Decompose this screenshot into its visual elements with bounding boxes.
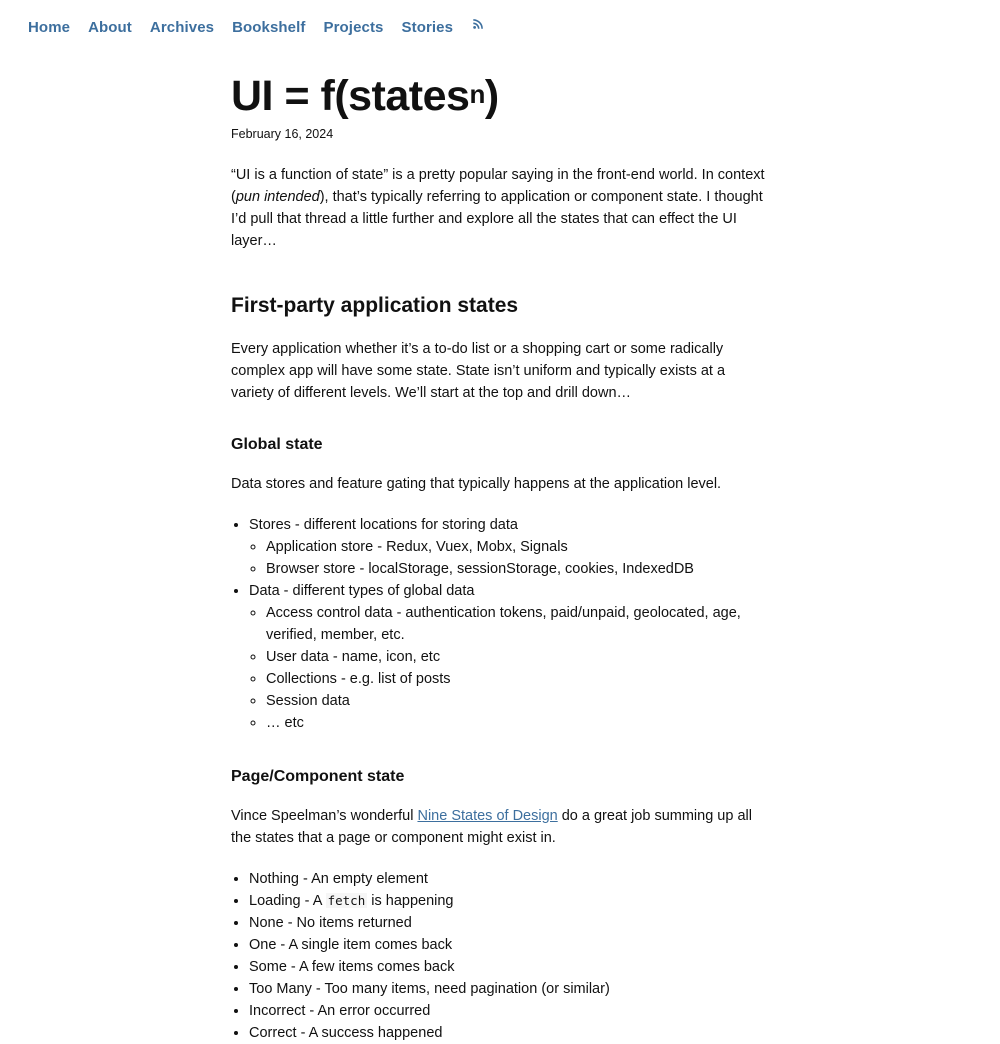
stores-sublist <box>249 536 771 580</box>
site-nav <box>28 19 485 36</box>
list-item: • One - A single item comes back <box>249 934 771 956</box>
list-item: ◦ Session data <box>266 690 771 712</box>
fetch-code: fetch <box>327 893 366 908</box>
section-heading-first-party: First-party application states <box>231 294 519 317</box>
title-text: UI = f(states <box>231 72 470 120</box>
nav-projects[interactable]: Projects <box>323 19 384 36</box>
loading-text-1: Loading - A <box>249 893 326 909</box>
list-item: • None - No items returned <box>249 912 771 934</box>
intro-text-2: ), that’s typically referring to application or component state. I thought I’d pull that thread a little further and explore all the states that can effect the UI layer… <box>231 189 763 249</box>
subheading-page-component-state: Page/Component state <box>231 768 405 785</box>
list-item: ◦ Application store - Redux, Vuex, Mobx, Signals <box>266 536 771 558</box>
post-date: February 16, 2024 <box>231 127 334 141</box>
loading-text-2: is happening <box>367 893 454 909</box>
list-item: ◦ Browser store - localStorage, sessionStorage, cookies, IndexedDB <box>266 558 771 580</box>
title-close: ) <box>484 72 499 120</box>
data-label: Data - different types of global data <box>249 583 475 599</box>
list-item: ◦ User data - name, icon, etc <box>266 646 771 668</box>
global-state-list <box>231 514 771 734</box>
stores-label: Stores - different locations for storing data <box>249 517 518 533</box>
rss-icon[interactable] <box>473 19 485 31</box>
list-item <box>249 580 771 734</box>
page-title <box>231 70 771 122</box>
nav-stories[interactable]: Stories <box>401 19 454 36</box>
list-item: • Nothing - An empty element <box>249 868 771 890</box>
nine-states-list <box>231 868 771 1044</box>
title-superscript: n <box>469 79 485 109</box>
nav-archives[interactable]: Archives <box>149 19 215 36</box>
nav-home[interactable]: Home <box>28 19 71 36</box>
intro-paragraph <box>231 164 771 252</box>
article <box>231 70 771 1044</box>
list-item: • Too Many - Too many items, need pagination (or similar) <box>249 978 771 1000</box>
list-item: ◦ … etc <box>266 712 771 734</box>
intro-emphasis: pun intended <box>235 189 320 205</box>
first-party-paragraph: Every application whether it’s a to-do list or a shopping cart or some radically complex app will have some state. State isn’t uniform and typically exists at a variety of different levels. We’ll start at the top and drill down… <box>231 341 726 401</box>
list-item <box>249 890 771 912</box>
list-item <box>249 514 771 580</box>
list-item: • Incorrect - An error occurred <box>249 1000 771 1022</box>
nine-states-link[interactable]: Nine States of Design <box>417 808 558 824</box>
page-state-paragraph <box>231 805 771 849</box>
list-item: ◦ Collections - e.g. list of posts <box>266 668 771 690</box>
global-state-paragraph: Data stores and feature gating that typically happens at the application level. <box>231 476 722 492</box>
nav-bookshelf[interactable]: Bookshelf <box>232 19 306 36</box>
page-text-1: Vince Speelman’s wonderful <box>231 808 418 824</box>
data-sublist <box>249 602 771 734</box>
list-item: • Some - A few items comes back <box>249 956 771 978</box>
intro-text-1: “UI is a function of state” is a pretty popular saying in the front-end world. In context ( <box>231 167 765 205</box>
page-text-2: do a great job summing up all the states that a page or component might exist in. <box>231 808 752 846</box>
nav-about[interactable]: About <box>88 19 132 36</box>
subheading-global-state: Global state <box>231 436 323 453</box>
list-item: • Correct - A success happened <box>249 1022 771 1044</box>
list-item: ◦ Access control data - authentication tokens, paid/unpaid, geolocated, age, verified, member, etc. <box>266 602 771 646</box>
